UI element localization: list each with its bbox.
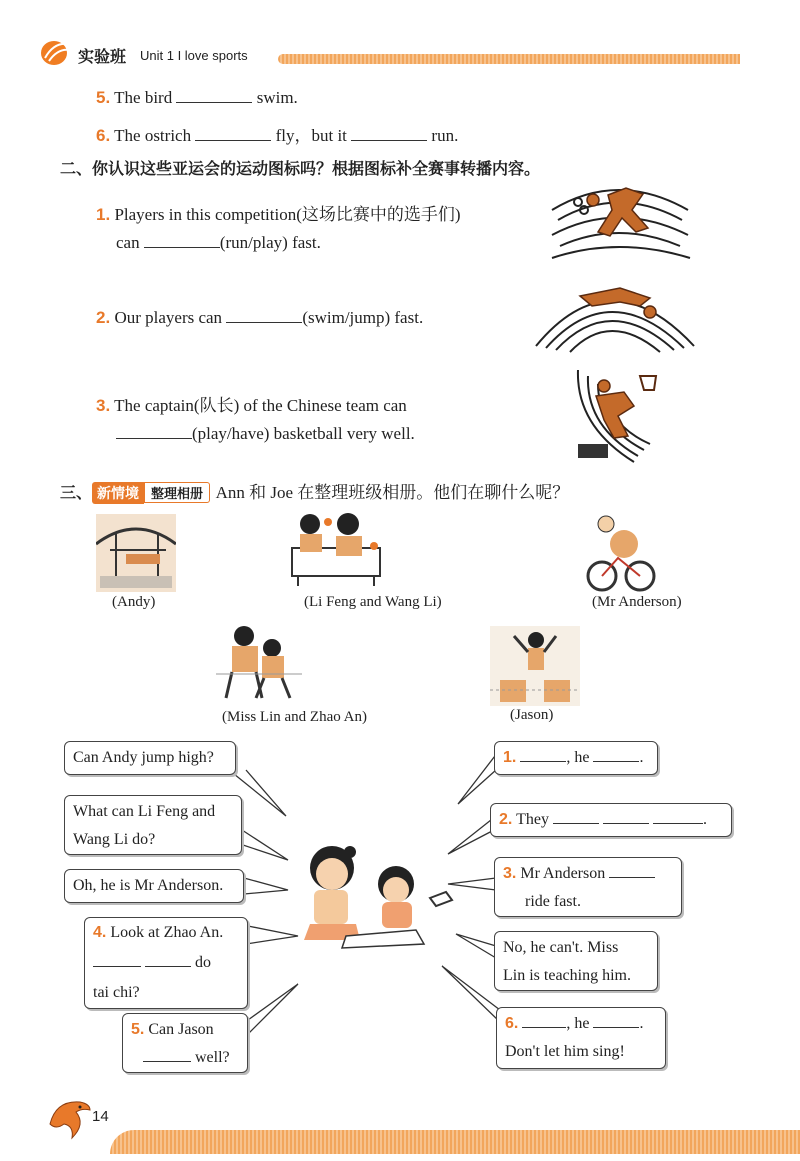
answer-blank[interactable] [553, 809, 599, 824]
caption-li-feng-wang-li: (Li Feng and Wang Li) [304, 594, 442, 610]
question-2-1-line1: 1. Players in this competition(这场比赛中的选手们) [96, 205, 461, 224]
ann-and-joe-illustration [296, 840, 458, 957]
answer-blank[interactable] [593, 1013, 639, 1028]
page-number: 14 [92, 1108, 109, 1125]
bubble-answer-3: 3. Mr Anderson ride fast. [494, 857, 682, 917]
answer-blank[interactable] [143, 1047, 191, 1062]
header-unit: Unit 1 I love sports [140, 48, 248, 63]
caption-miss-lin-zhao-an: (Miss Lin and Zhao An) [222, 709, 367, 725]
answer-blank[interactable] [520, 747, 566, 762]
question-2-2: 2. Our players can (swim/jump) fast. [96, 308, 424, 327]
caption-andy: (Andy) [112, 594, 156, 610]
question-2-3-line1: 3. The captain(队长) of the Chinese team can [96, 396, 407, 415]
bubble-answer-1: 1. , he . [494, 741, 658, 775]
bubble-andy-question: Can Andy jump high? [64, 741, 236, 775]
bubble-mr-anderson: Oh, he is Mr Anderson. [64, 869, 244, 903]
caption-mr-anderson: (Mr Anderson) [592, 594, 682, 610]
answer-blank[interactable] [522, 1013, 566, 1028]
caption-jason: (Jason) [510, 707, 554, 723]
answer-blank[interactable] [609, 863, 655, 878]
question-5: 5. The bird swim. [96, 88, 298, 107]
dolphin-icon [46, 1094, 94, 1149]
bubble-zhao-an-question: 4. Look at Zhao An. do tai chi? [84, 917, 248, 1009]
footer-band [110, 1130, 800, 1154]
answer-blank[interactable] [603, 809, 649, 824]
bubble-li-feng-question: What can Li Feng and Wang Li do? [64, 795, 242, 855]
question-6: 6. The ostrich fly，but it run. [96, 126, 459, 145]
answer-blank[interactable] [593, 747, 639, 762]
question-2-1-line2: can (run/play) fast. [116, 233, 321, 252]
bubble-answer-2: 2. They . [490, 803, 732, 837]
header-title: 实验班 [78, 47, 127, 66]
answer-blank[interactable] [145, 952, 191, 967]
answer-blank[interactable] [653, 809, 703, 824]
album-tag: 整理相册 [144, 482, 210, 503]
question-2-3-line2: (play/have) basketball very well. [116, 424, 415, 444]
bubble-miss-lin: No, he can't. Miss Lin is teaching him. [494, 931, 658, 991]
answer-blank[interactable] [93, 952, 141, 967]
new-context-tag: 新情境 [92, 482, 144, 504]
section-2-heading: 二、你认识这些亚运会的运动图标吗？根据图标补全赛事转播内容。 [60, 159, 541, 178]
bubble-answer-6: 6. , he . Don't let him sing! [496, 1007, 666, 1069]
bubble-jason-question: 5. Can Jason well? [122, 1013, 248, 1073]
section-3-heading: 三、 新情境 整理相册 Ann 和 Joe 在整理班级相册。他们在聊什么呢？ [60, 483, 570, 502]
